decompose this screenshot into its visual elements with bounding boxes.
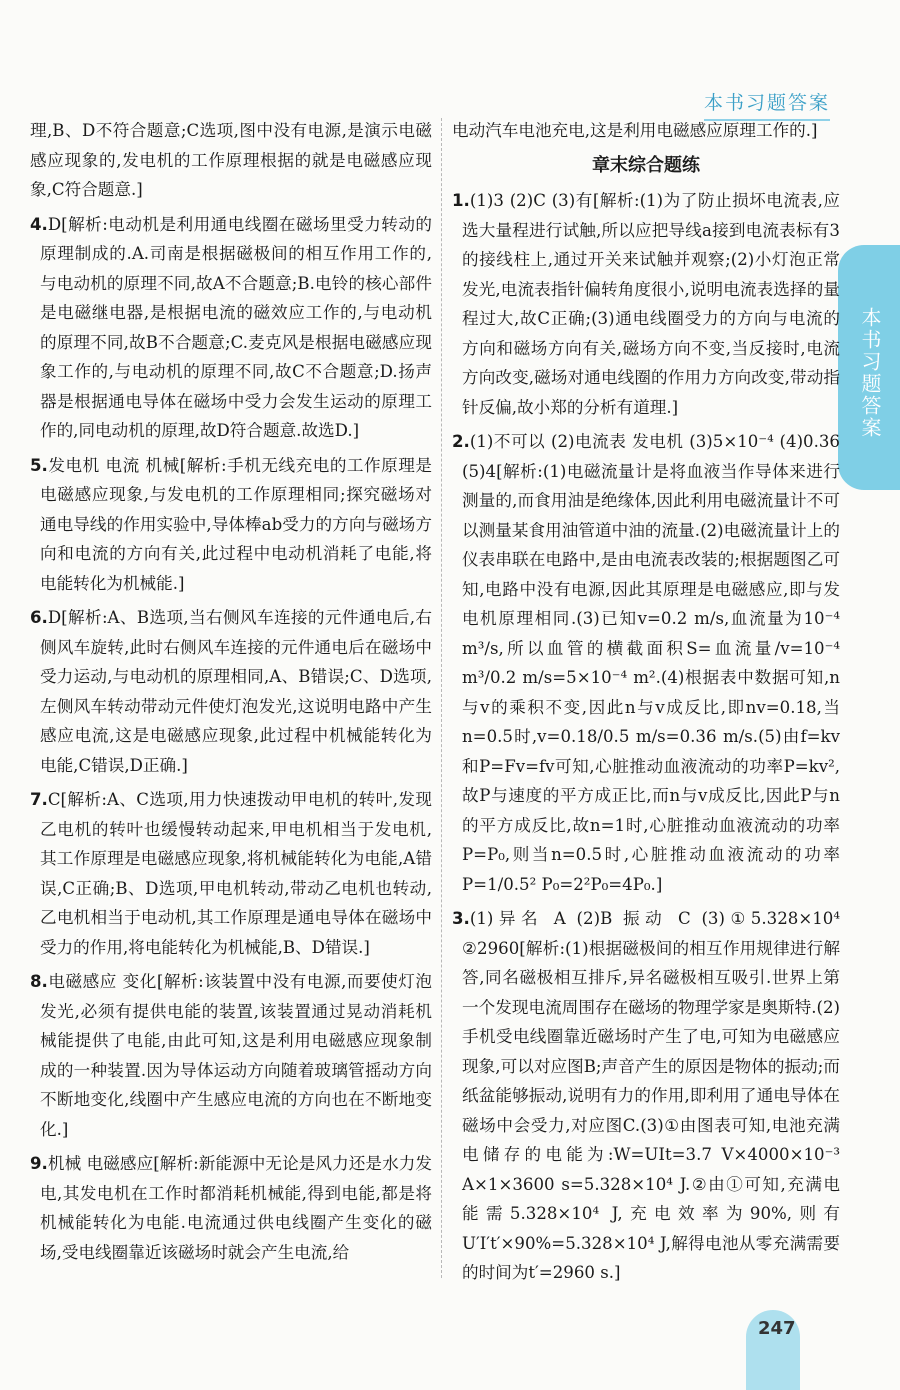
right-intro: 电动汽车电池充电,这是利用电磁感应原理工作的.] bbox=[452, 121, 818, 140]
answer-text: (1)不可以 (2)电流表 发电机 (3)5×10⁻⁴ (4)0.36 (5)4[解析:(1)电磁流量计是将血液当作导体来进行测量的,而食用油是绝缘体,因此利用电磁流量计不可以测量某食用油管道中油的流量.(2)电磁流量计上的仪表串联在电路中,是由电流表改装的;根据题图乙可知,电路中没有电源,因此其原理是电磁感应,即与发电机原理相同.(3)已知v=0.2 m/s,血流量为10⁻⁴ m³/s,所以血管的横截面积S=血流量/v=10⁻⁴ m³/0.2 m/s=5×10⁻⁴ m².(4)根据表中数据可知,n与v的乘积不变,因此n与v成反比,即nv=0.18,当n=0.5时,v=0.18/0.5 m/s=0.36 m/s.(5)由f=kv和P=Fv=fv可知,心脏推动血液流动的功率P=kv²,故P与速度的平方成正比,而n与v成反比,因此P与n的平方成反比,故n=1时,心脏推动血液流动的功率P=P₀,则当n=0.5时,心脏推动血液流动的功率P=1/0.5² P₀=2²P₀=4P₀.] bbox=[462, 432, 840, 894]
right-answers bbox=[452, 186, 840, 1288]
answer-item bbox=[30, 603, 432, 780]
answer-number: 1. bbox=[452, 191, 470, 210]
page-number: 247 bbox=[758, 1318, 796, 1339]
answer-number: 9. bbox=[30, 1154, 48, 1173]
answer-text: 发电机 电流 机械[解析:手机无线充电的工作原理是电磁感应现象,与发电机的工作原理相同;探究磁场对通电导线的作用实验中,导体棒ab受力的方向与磁场方向和电流的方向有关,此过程中电动机消耗了电能,将电能转化为机械能.] bbox=[40, 455, 432, 593]
answer-item bbox=[452, 427, 840, 899]
answer-text: 电磁感应 变化[解析:该装置中没有电源,而要使灯泡发光,必须有提供电能的装置,该装置通过晃动消耗机械能提供了电能,由此可知,这是利用电磁感应现象制成的一种装置.因为导体运动方向随着玻璃管摇动方向不断地变化,线圈中产生感应电流的方向也在不断地变化.] bbox=[40, 972, 432, 1139]
right-column bbox=[452, 116, 840, 1293]
section-title: 章末综合题练 bbox=[592, 154, 700, 176]
header-title: 本书习题答案 bbox=[704, 88, 830, 121]
answer-text: D[解析:电动机是利用通电线圈在磁场里受力转动的原理制成的.A.司南是根据磁极间的相互作用工作的,与电动机的原理不同,故A不合题意;B.电铃的核心部件是电磁继电器,是根据电流的磁效应工作的,与电动机的原理不同,故B不合题意;C.麦克风是根据电磁感应现象工作的,与电动机的原理不同,故C不合题意;D.扬声器是根据通电导体在磁场中受力会发生运动的原理工作的,同电动机的原理,故D符合题意.故选D.] bbox=[40, 214, 432, 440]
answer-number: 5. bbox=[30, 455, 48, 475]
answer-number: 8. bbox=[30, 972, 48, 991]
answer-text: D[解析:A、B选项,当右侧风车连接的元件通电后,右侧风车旋转,此时右侧风车连接的元件通电后在磁场中受力运动,与电动机的原理相同,A、B错误;C、D选项,左侧风车转动带动元件使灯泡发光,这说明电路中产生感应电流,这是电磁感应现象,此过程中机械能转化为电能,C错误,D正确.] bbox=[40, 608, 432, 775]
answer-item bbox=[452, 186, 840, 422]
answer-number: 7. bbox=[30, 790, 48, 809]
answer-text: 机械 电磁感应[解析:新能源中无论是风力还是水力发电,其发电机在工作时都消耗机械能,得到电能,都是将机械能转化为电能.电流通过供电线圈产生变化的磁场,受电线圈靠近该磁场时就会产生电流,给 bbox=[40, 1154, 432, 1262]
left-column bbox=[30, 116, 432, 1272]
answer-text: (1)异名 A (2)B 振动 C (3)①5.328×10⁴ ②2960[解析:(1)根据磁极间的相互作用规律进行解答,同名磁极相互排斥,异名磁极相互吸引.世界上第一个发现电流周围存在磁场的物理学家是奥斯特.(2)手机受电线圈靠近磁场时产生了电,可知为电磁感应现象,可以对应图B;声音产生的原因是物体的振动;而纸盆能够振动,说明有力的作用,即利用了通电导体在磁场中会受力,对应图C.(3)①由图表可知,电池充满电储存的电能为:W=UIt=3.7 V×4000×10⁻³ A×1×3600 s=5.328×10⁴ J.②由①可知,充满电能需5.328×10⁴ J,充电效率为90%,则有U′I′t′×90%=5.328×10⁴ J,解得电池从零充满需要的时间为t′=2960 s.] bbox=[462, 909, 840, 1282]
answer-item bbox=[30, 1149, 432, 1267]
answer-item bbox=[30, 967, 432, 1144]
answer-text: 理,B、D不符合题意;C选项,图中没有电源,是演示电磁感应现象的,发电机的工作原理根据的就是电磁感应现象,C符合题意.] bbox=[30, 121, 432, 199]
answer-item bbox=[30, 451, 432, 599]
side-tab-label: 本书习题答案 bbox=[858, 307, 882, 439]
answer-item bbox=[30, 785, 432, 962]
answer-number: 2. bbox=[452, 432, 470, 451]
answer-number: 6. bbox=[30, 608, 48, 627]
answer-number: 4. bbox=[30, 214, 48, 234]
answer-text: (1)3 (2)C (3)有[解析:(1)为了防止损坏电流表,应选大量程进行试触,所以应把导线a接到电流表标有3的接线柱上,通过开关来试触并观察;(2)小灯泡正常发光,电流表指针偏转角度很小,说明电流表选择的量程过大,故C正确;(3)通电线圈受力的方向与电流的方向和磁场方向有关,磁场方向不变,当反接时,电流方向改变,磁场对通电线圈的作用力方向改变,带动指针反偏,故小郑的分析有道理.] bbox=[462, 191, 840, 417]
answer-item bbox=[452, 904, 840, 1288]
answer-item bbox=[30, 210, 432, 446]
answer-item bbox=[30, 116, 432, 205]
column-divider bbox=[441, 118, 442, 1278]
side-tab bbox=[838, 245, 900, 490]
answer-text: C[解析:A、C选项,用力快速拨动甲电机的转叶,发现乙电机的转叶也缓慢转动起来,甲电机相当于发电机,其工作原理是电磁感应现象,将机械能转化为电能,A错误,C正确;B、D选项,甲电机转动,带动乙电机也转动,乙电机相当于电动机,其工作原理是通电导体在磁场中受力的作用,将电能转化为机械能,B、D错误.] bbox=[40, 790, 432, 957]
answer-number: 3. bbox=[452, 909, 470, 928]
